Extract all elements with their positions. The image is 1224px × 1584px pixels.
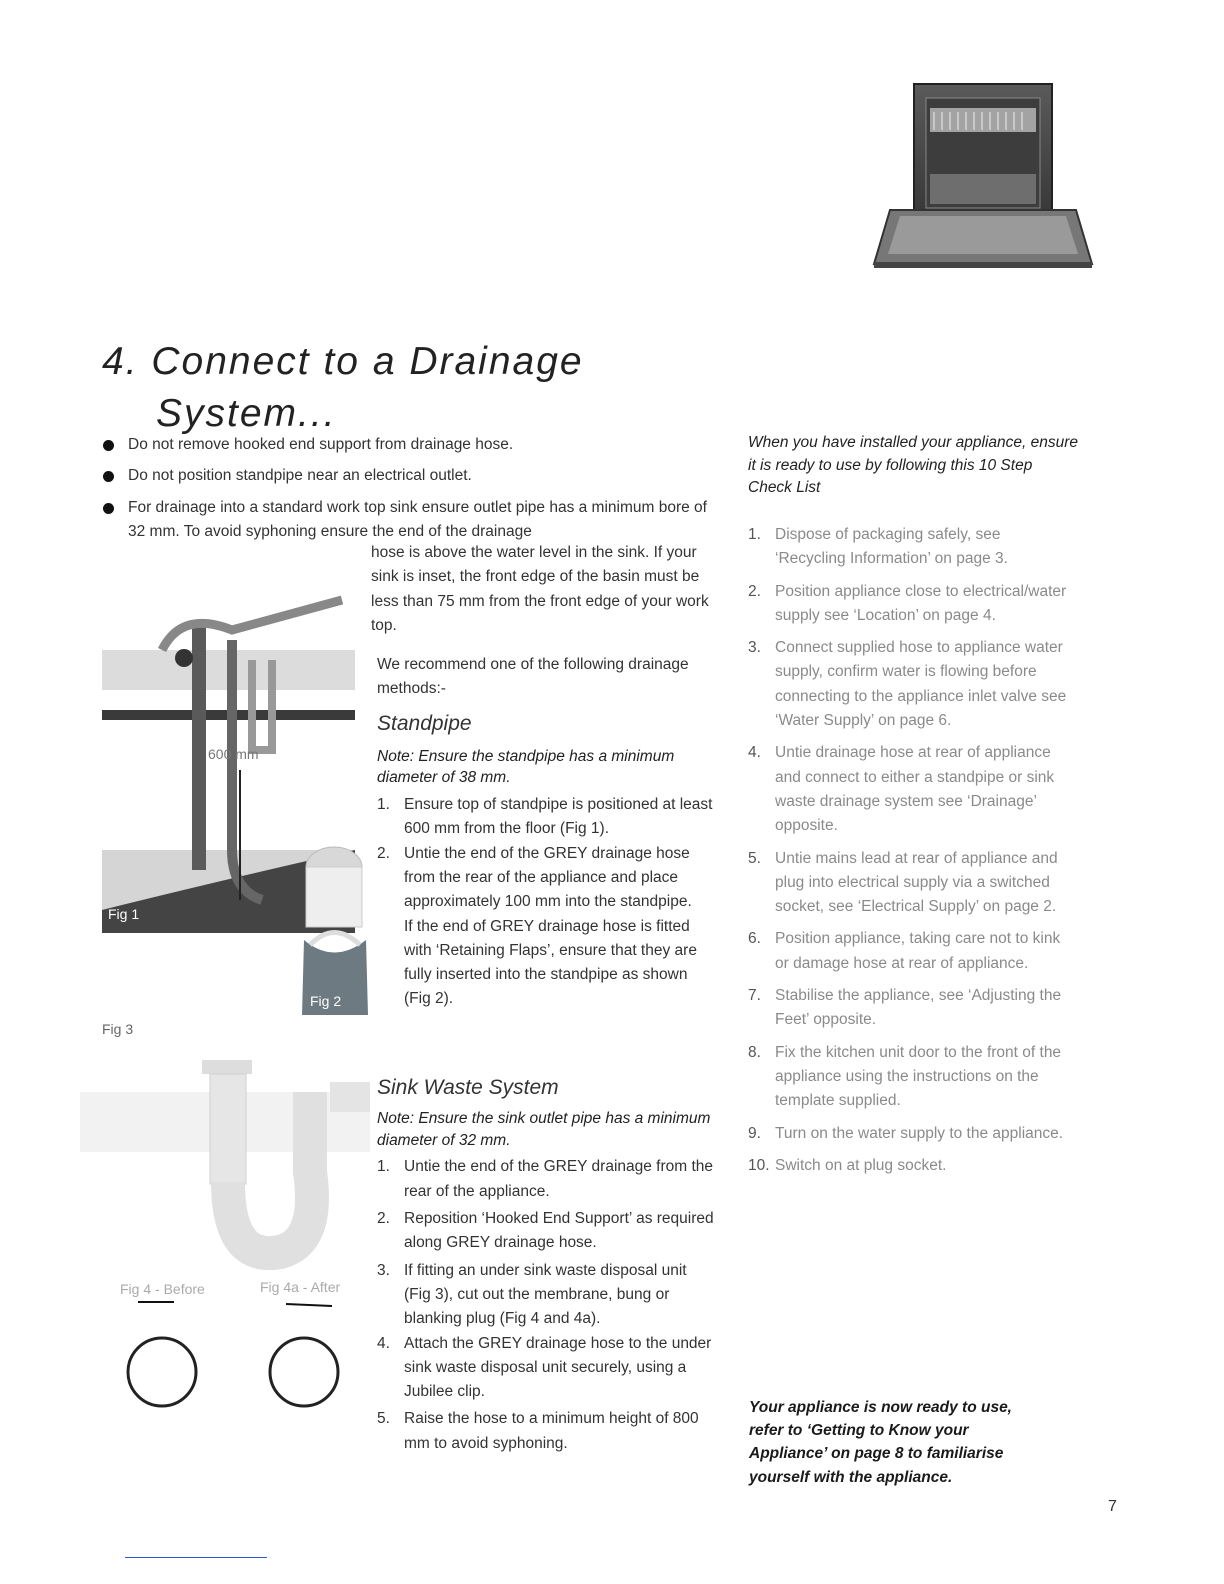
step-text: Attach the GREY drainage hose to the under sink waste disposal unit securely, using a Jubilee clip.	[404, 1334, 712, 1401]
standpipe-illustration	[284, 845, 374, 1017]
standpipe-extra: If the end of GREY drainage hose is fitted with ‘Retaining Flaps’, ensure that they are fully inserted into the standpipe as shown (Fig 2).	[404, 917, 697, 1008]
checklist-item	[748, 847, 1068, 920]
step-text: Reposition ‘Hooked End Support’ as required along GREY drainage hose.	[404, 1210, 714, 1252]
item-text: Connect supplied hose to appliance water supply, confirm water is flowing before connecting to the appliance inlet valve see ‘Water Supply’ on page 6.	[775, 639, 1067, 730]
list-item	[377, 842, 717, 915]
fig3-sink-trap-image	[80, 1052, 370, 1272]
fig1-label: Fig 1	[108, 906, 140, 922]
checklist-item	[748, 580, 1068, 629]
sink-waste-steps	[377, 1155, 717, 1456]
item-text: Switch on at plug socket.	[775, 1156, 947, 1174]
fig4a-label: Fig 4a - After	[260, 1279, 341, 1295]
item-number: 2.	[748, 582, 761, 600]
item-number: 7.	[748, 987, 761, 1005]
fig3-label: Fig 3	[102, 1021, 134, 1037]
item-text: Untie drainage hose at rear of appliance and connect to either a standpipe or sink waste drainage system see ‘Drainage’ opposite.	[775, 744, 1055, 835]
item-number: 9.	[748, 1124, 761, 1142]
final-note: Your appliance is now ready to use, refer to ‘Getting to Know your Appliance’ on page 8 to familiarise yourself with the appliance.	[749, 1399, 1012, 1486]
item-text: Fix the kitchen unit door to the front of the appliance using the instructions on the template supplied.	[775, 1043, 1062, 1110]
sink-waste-heading: Sink Waste System	[377, 1076, 559, 1099]
step-number: 1.	[377, 1158, 390, 1176]
step-text: Ensure top of standpipe is positioned at least 600 mm from the floor (Fig 1).	[404, 796, 713, 838]
list-item	[377, 1259, 717, 1332]
fig2-label: Fig 2	[310, 993, 342, 1009]
item-number: 8.	[748, 1043, 761, 1061]
sink-waste-note: Note: Ensure the sink outlet pipe has a minimum diameter of 32 mm.	[377, 1110, 711, 1149]
step-text: Untie the end of the GREY drainage hose from the rear of the appliance and place approximately 100 mm into the standpipe.	[404, 844, 692, 911]
list-item	[377, 793, 717, 842]
checklist-item	[748, 636, 1068, 733]
page-title-line1: 4. Connect to a Drainage	[102, 340, 584, 383]
item-text: Turn on the water supply to the appliance.	[775, 1124, 1064, 1142]
step-number: 4.	[377, 1334, 390, 1352]
item-number: 4.	[748, 744, 761, 762]
checklist-item	[748, 1154, 1068, 1178]
checklist-item	[748, 741, 1068, 838]
page-title-line2: System...	[156, 392, 337, 435]
checklist-intro: When you have installed your appliance, ensure it is ready to use by following this 10 Step Check List	[748, 434, 1079, 496]
step-text: Raise the hose to a minimum height of 800 mm to avoid syphoning.	[404, 1410, 699, 1452]
fig1-measure: 600 mm	[208, 746, 259, 762]
item-text: Untie mains lead at rear of appliance and plug into electrical supply via a switched socket, see ‘Electrical Supply’ on page 2.	[775, 849, 1058, 916]
checklist-item	[748, 1041, 1068, 1114]
item-number: 3.	[748, 639, 761, 657]
fig4a-membrane-after	[254, 1300, 354, 1420]
bullet-continuation: hose is above the water level in the sink. If your sink is inset, the front edge of the basin must be less than 75 mm from the front edge of your work top.	[371, 544, 709, 634]
item-text: Dispose of packaging safely, see ‘Recycling Information’ on page 3.	[775, 526, 1008, 568]
step-number: 1.	[377, 796, 390, 814]
item-number: 6.	[748, 930, 761, 948]
step-number: 5.	[377, 1410, 390, 1428]
step-text: If fitting an under sink waste disposal unit (Fig 3), cut out the membrane, bung or blanking plug (Fig 4 and 4a).	[404, 1261, 687, 1328]
step-text: Untie the end of the GREY drainage from the rear of the appliance.	[404, 1158, 714, 1200]
checklist-item	[748, 1122, 1068, 1146]
sink-waste-section	[377, 1076, 717, 1456]
page-title	[102, 336, 584, 440]
bullet-item: Do not remove hooked end support from drainage hose.	[102, 433, 722, 457]
dishwasher-image	[870, 78, 1096, 274]
checklist-item	[748, 523, 1068, 572]
list-item	[377, 1155, 717, 1204]
checklist	[748, 523, 1068, 1178]
checklist-item	[748, 927, 1068, 976]
step-number: 2.	[377, 1210, 390, 1228]
list-item	[377, 1332, 717, 1405]
bullet-list	[102, 433, 722, 544]
item-number: 1.	[748, 526, 761, 543]
fig4-membrane-before	[118, 1300, 208, 1420]
footer-rule	[125, 1557, 267, 1558]
item-text: Position appliance, taking care not to kink or damage hose at rear of appliance.	[775, 930, 1061, 972]
page-number: 7	[1108, 1498, 1117, 1515]
item-number: 10.	[748, 1156, 770, 1174]
drainage-methods	[377, 653, 717, 1012]
item-number: 5.	[748, 849, 761, 867]
recommend-text: We recommend one of the following drainage methods:-	[377, 656, 689, 698]
standpipe-heading: Standpipe	[377, 711, 472, 735]
bullet-item: Do not position standpipe near an electrical outlet.	[102, 464, 722, 488]
fig4-label: Fig 4 - Before	[120, 1281, 205, 1297]
list-item	[377, 1207, 717, 1256]
standpipe-note: Note: Ensure the standpipe has a minimum diameter of 38 mm.	[377, 747, 675, 787]
item-text: Stabilise the appliance, see ‘Adjusting the Feet’ opposite.	[775, 987, 1062, 1029]
step-number: 2.	[377, 844, 390, 862]
list-item	[377, 1407, 717, 1456]
step-number: 3.	[377, 1261, 390, 1279]
bullet-item: For drainage into a standard work top sink ensure outlet pipe has a minimum bore of 32 mm. To avoid syphoning ensure the end of the drainage	[102, 496, 722, 545]
standpipe-steps	[377, 793, 717, 914]
checklist-item	[748, 984, 1068, 1033]
item-text: Position appliance close to electrical/water supply see ‘Location’ on page 4.	[775, 582, 1067, 624]
fig2-photo	[284, 845, 374, 1017]
